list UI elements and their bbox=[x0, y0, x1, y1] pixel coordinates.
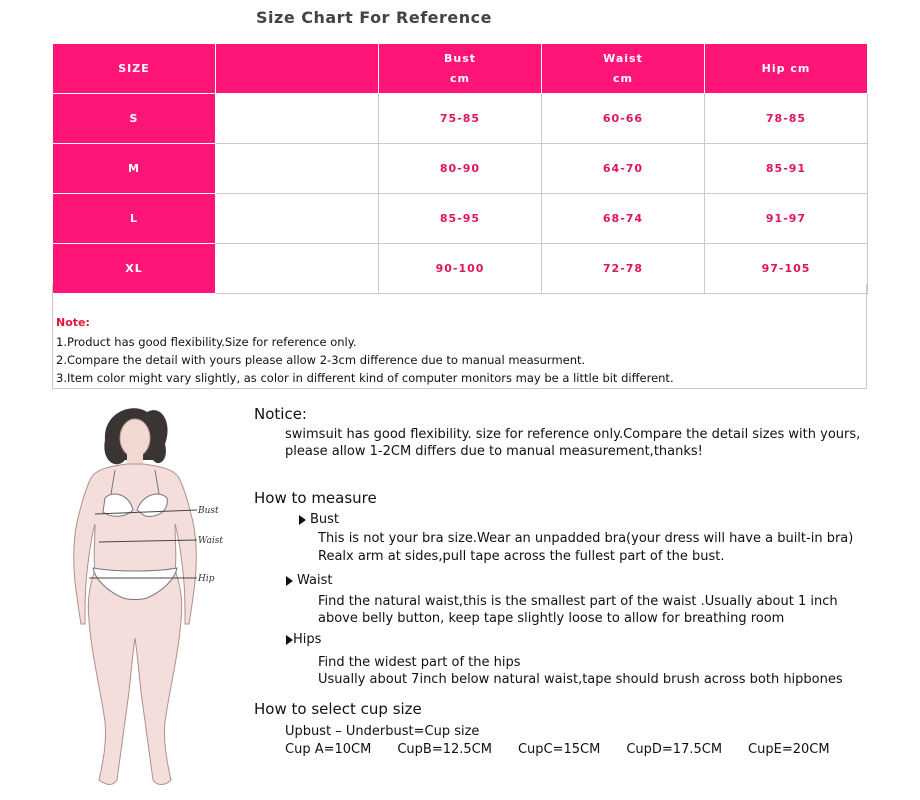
triangle-bullet-icon bbox=[286, 576, 293, 586]
notice-line: please allow 1-2CM differs due to manual measurement,thanks! bbox=[285, 444, 703, 459]
note-line: 2.Compare the detail with yours please allow 2-3cm difference due to manual measurment. bbox=[56, 353, 586, 367]
note-line: 3.Item color might vary slightly, as color in different kind of computer monitors may be a little bit different. bbox=[56, 371, 674, 385]
hips-line: Find the widest part of the hips bbox=[318, 655, 521, 670]
waist-cell: 64-70 bbox=[542, 144, 705, 194]
table-row bbox=[53, 94, 868, 144]
bust-cell: 90-100 bbox=[379, 244, 542, 294]
chart-title: Size Chart For Reference bbox=[256, 8, 492, 27]
bust-label: Bust bbox=[310, 512, 340, 527]
bust-line: This is not your bra size.Wear an unpadded bra(your dress will have a built-in bra) bbox=[318, 531, 854, 546]
header-blank bbox=[216, 44, 379, 94]
header-waist bbox=[542, 44, 705, 94]
cup-size-item: CupD=17.5CM bbox=[626, 742, 723, 757]
notice-heading: Notice: bbox=[254, 405, 307, 423]
figure-bust-label: Bust bbox=[198, 506, 219, 516]
blank-cell bbox=[216, 144, 379, 194]
hip-cell: 91-97 bbox=[705, 194, 868, 244]
hips-line: Usually about 7inch below natural waist,tape should brush across both hipbones bbox=[318, 672, 843, 687]
table-row bbox=[53, 144, 868, 194]
cup-heading: How to select cup size bbox=[254, 700, 422, 718]
notice-line: swimsuit has good flexibility. size for reference only.Compare the detail sizes with yours, bbox=[285, 427, 861, 442]
waist-line: above belly button, keep tape slightly loose to allow for breathing room bbox=[318, 611, 785, 626]
cup-size-item: CupE=20CM bbox=[748, 742, 830, 757]
waist-cell: 68-74 bbox=[542, 194, 705, 244]
triangle-bullet-icon bbox=[299, 515, 306, 525]
measure-heading: How to measure bbox=[254, 489, 377, 507]
size-cell: XL bbox=[53, 244, 216, 294]
bust-cell: 80-90 bbox=[379, 144, 542, 194]
cup-formula: Upbust – Underbust=Cup size bbox=[285, 724, 480, 739]
table-row bbox=[53, 194, 868, 244]
hip-cell: 97-105 bbox=[705, 244, 868, 294]
figure-hip-label: Hip bbox=[198, 574, 215, 584]
cup-sizes bbox=[285, 742, 856, 757]
table-header-row bbox=[53, 44, 868, 94]
figure-waist-label: Waist bbox=[198, 536, 223, 546]
header-size: SIZE bbox=[53, 44, 216, 94]
header-bust-label: Bust bbox=[443, 51, 477, 65]
bust-cell: 85-95 bbox=[379, 194, 542, 244]
bust-bullet bbox=[299, 512, 339, 527]
blank-cell bbox=[216, 94, 379, 144]
size-cell: M bbox=[53, 144, 216, 194]
header-bust bbox=[379, 44, 542, 94]
size-table bbox=[52, 43, 868, 294]
waist-bullet bbox=[286, 573, 332, 588]
hip-cell: 85-91 bbox=[705, 144, 868, 194]
header-bust-unit: cm bbox=[450, 71, 470, 85]
header-waist-label: Waist bbox=[603, 51, 643, 65]
hips-label: Hips bbox=[293, 632, 322, 647]
waist-cell: 60-66 bbox=[542, 94, 705, 144]
waist-cell: 72-78 bbox=[542, 244, 705, 294]
note-box bbox=[52, 284, 867, 389]
blank-cell bbox=[216, 194, 379, 244]
note-line: 1.Product has good flexibility.Size for reference only. bbox=[56, 335, 357, 349]
bust-cell: 75-85 bbox=[379, 94, 542, 144]
note-label: Note: bbox=[56, 316, 90, 329]
bust-line: Realx arm at sides,pull tape across the fullest part of the bust. bbox=[318, 549, 725, 564]
header-hip: Hip cm bbox=[705, 44, 868, 94]
hips-bullet bbox=[286, 632, 321, 647]
header-waist-unit: cm bbox=[613, 71, 633, 85]
triangle-bullet-icon bbox=[286, 635, 293, 645]
body-measurement-figure bbox=[55, 402, 255, 797]
hip-cell: 78-85 bbox=[705, 94, 868, 144]
size-cell: L bbox=[53, 194, 216, 244]
waist-line: Find the natural waist,this is the smallest part of the waist .Usually about 1 inch bbox=[318, 594, 838, 609]
size-cell: S bbox=[53, 94, 216, 144]
cup-size-item: Cup A=10CM bbox=[285, 742, 372, 757]
cup-size-item: CupC=15CM bbox=[517, 742, 601, 757]
cup-size-item: CupB=12.5CM bbox=[397, 742, 492, 757]
waist-label: Waist bbox=[297, 573, 333, 588]
